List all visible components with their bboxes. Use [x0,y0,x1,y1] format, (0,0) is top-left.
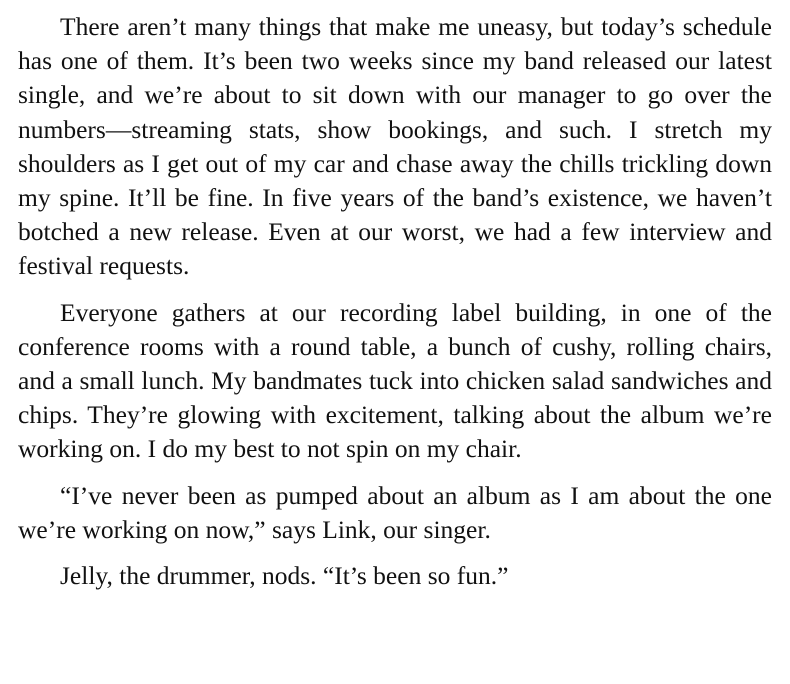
paragraph: Jelly, the drummer, nods. “It’s been so fun.” [60,561,509,591]
paragraph: There aren’t many things that make me uneasy, but today’s schedule has one of them. It’s been two weeks since my band released our latest single, and we’re about to sit down with our manager to go over the numbers—streaming stats, show bookings, and such. I stretch my shoulders as I get out of my car and chase away the chills trickling down my spine. It’ll be fine. In five years of the band’s existence, we haven’t botched a new release. Even at our worst, we had a few interview and festival requests. [18,12,772,281]
paragraph: Everyone gathers at our recording label building, in one of the conference rooms with a round table, a bunch of cushy, rolling chairs, and a small lunch. My bandmates tuck into chicken salad sandwiches and chips. They’re glowing with excitement, talking about the album we’re working on. I do my best to not spin on my chair. [18,297,772,464]
document-body [18,10,772,593]
paragraph: “I’ve never been as pumped about an album as I am about the one we’re working on now,” says Link, our singer. [18,480,772,544]
